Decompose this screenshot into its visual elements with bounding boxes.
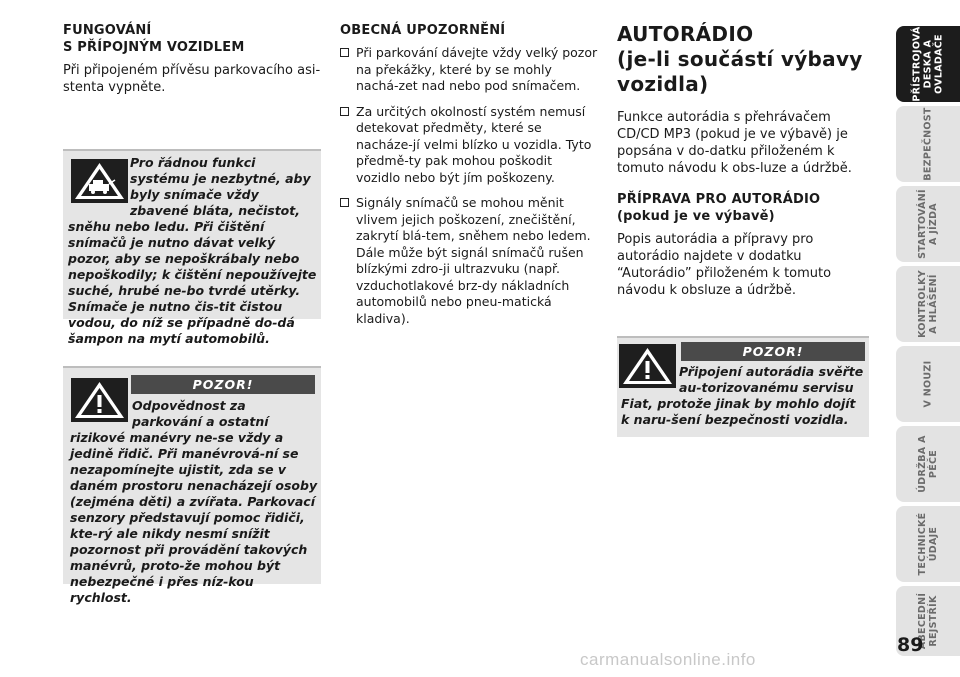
tab-kontrolky[interactable]: KONTROLKY A HLÁŠENÍ bbox=[896, 266, 960, 342]
page-number: 89 bbox=[897, 634, 924, 656]
list-item: Signály snímačů se mohou měnit vlivem jejich poškození, znečištění, zakrytí blá-tem, sněhem nebo ledem. Dále může být signál snímačů rušen blízkými zdro-ji ultrazvuku (např. vzduchotlakové brz-dy nákladních automobilů nebo pneu-matická kladiva). bbox=[340, 195, 598, 327]
list-item: Při parkování dávejte vždy velký pozor na překážky, které by se mohly nachá-zet nad nebo pod snímačem. bbox=[340, 45, 598, 95]
section-heading-general: OBECNÁ UPOZORNĚNÍ bbox=[340, 23, 506, 38]
section-heading-trailer: FUNGOVÁNÍ S PŘÍPOJNÝM VOZIDLEM bbox=[63, 23, 245, 55]
column-1 bbox=[63, 22, 321, 96]
column-2 bbox=[340, 22, 598, 336]
radio-text: Funkce autorádia s přehrávačem CD/CD MP3 (pokud je ve výbavě) je popsána v do-datku přiloženém k tomuto návodu k obs-luze a údržbě. bbox=[617, 110, 852, 176]
warning-box-parking bbox=[63, 366, 321, 605]
tab-abecedni-rejstrik[interactable]: ABECEDNÍ REJSTŘÍK bbox=[896, 586, 960, 656]
trailer-text: Při připojeném přívěsu parkovacího asi-stenta vypněte. bbox=[63, 63, 321, 95]
tab-startovani[interactable]: STARTOVÁNÍ A JÍZDA bbox=[896, 186, 960, 262]
radio-prep-text: Popis autorádia a přípravy pro autorádio najdete v dodatku “Autorádio” přiloženém k tomuto návodu k obsluze a údržbě. bbox=[617, 232, 832, 298]
tab-pristrojova-deska[interactable]: PŘÍSTROJOVÁ DESKA A OVLADAČE bbox=[896, 26, 960, 102]
tab-v-nouzi[interactable]: V NOUZI bbox=[896, 346, 960, 422]
tab-udrzba[interactable]: ÚDRŽBA A PÉČE bbox=[896, 426, 960, 502]
column-3 bbox=[617, 22, 869, 299]
section-heading-radio-prep: PŘÍPRAVA PRO AUTORÁDIO (pokud je ve výbavě) bbox=[617, 192, 821, 224]
general-warnings-list bbox=[340, 45, 598, 327]
notice-text: Pro řádnou funkci systému je nezbytné, aby byly snímače vždy zbavené bláta, nečistot, sněhu nebo ledu. Při čištění snímačů je nutno dávat velký pozor, aby se nepoškrábaly nebo nepoškodily; k čištění nepoužívejte suché, hrubé ne-bo tvrdé utěrky. Snímače je nutno čis-tit čistou vodou, do níž se případně do-dá šampon na mytí automobilů. bbox=[68, 155, 317, 346]
warning-label: POZOR! bbox=[131, 375, 315, 394]
warning-text-radio: Připojení autorádia svěřte au-torizovanému servisu Fiat, protože jinak by mohlo dojít k naru-šení bezpečnosti vozidla. bbox=[621, 364, 864, 427]
notice-box bbox=[63, 149, 321, 346]
tab-bezpecnost[interactable]: BEZPEČNOST bbox=[896, 106, 960, 182]
warning-label: POZOR! bbox=[681, 342, 865, 361]
watermark: carmanualsonline.info bbox=[580, 650, 756, 669]
warning-text-parking: Odpovědnost za parkování a ostatní rizikové manévry ne-se vždy a jedině řidič. Při manévrová-ní se nezapomínejte ujistit, zda se v daném prostoru nenacházejí osoby (zejména děti) a zvířata. Parkovací senzory představují pomoc řidiči, kte-rý ale nikdy nesmí snížit pozornost při provádění takových manévrů, proto-že mohou být nebezpečné i přes níz-kou rychlost. bbox=[70, 398, 318, 605]
warning-box-radio bbox=[617, 336, 869, 437]
page-title: AUTORÁDIO (je-li součástí výbavy vozidla) bbox=[617, 22, 863, 96]
tab-technicke-udaje[interactable]: TECHNICKÉ ÚDAJE bbox=[896, 506, 960, 582]
list-item: Za určitých okolností systém nemusí detekovat předměty, které se nacháze-jí velmi blízko u vozidla. Tyto předmě-ty pak mohou poškodit vozidlo nebo být jím poškozeny. bbox=[340, 104, 598, 187]
